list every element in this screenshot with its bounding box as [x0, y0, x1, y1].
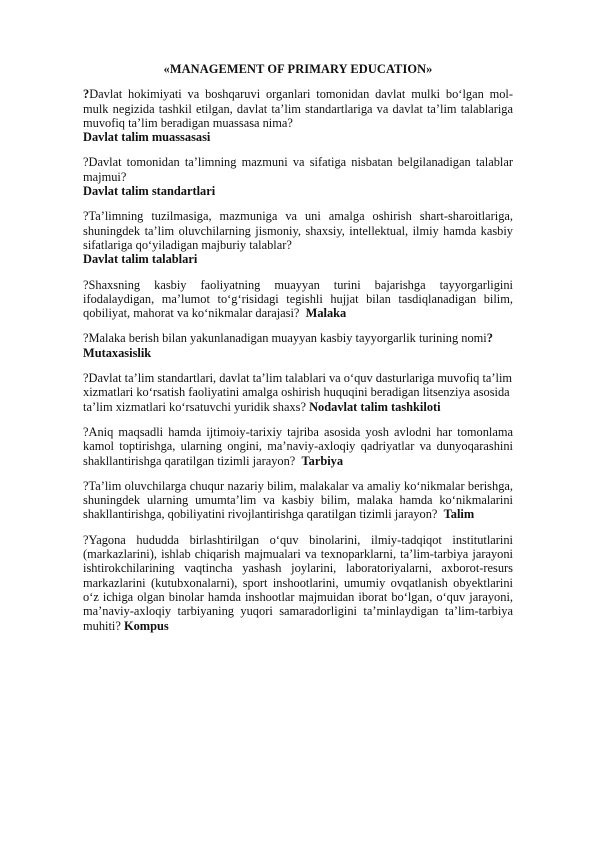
- answer-text: Davlat talim talablari: [83, 252, 198, 267]
- question-body: ?Shaxsning kasbiy faoliyatning muayyan turini bajarishga tayyorgarligini ifodalaydigan, ma’lumot to‘g‘risidagi tegishli hujjat bilan tasdiqlanadigan bilim, qobiliyat, mahorat va ko‘nikmalar darajasi?: [83, 277, 513, 321]
- qa-item: [83, 479, 513, 522]
- question-body: ?Ta’lim oluvchilarga chuqur nazariy bilim, malakalar va amaliy ko‘nikmalar berishga, shuningdek ularning umumta’lim va kasbiy bilim, malaka hamda ko‘nikmalarini shakllantirishga, qobiliyatini rivojlantirishga qaratilgan tizimli jarayon?: [83, 478, 513, 522]
- qa-item: [83, 209, 513, 266]
- answer-text: Mutaxasislik: [83, 345, 152, 360]
- document-page: [83, 62, 513, 644]
- question-text: ?Ta’limning tuzilmasiga, mazmuniga va uni amalga oshirish shart-sharoitlariga, shuningdek ta’lim oluvchilarning jismoniy, shaxsiy, intellektual, ilmiy hamda kasbiy sifatlariga qo‘yiladigan majburiy talablar?: [83, 209, 513, 252]
- question-body: ?Davlat ta’lim standartlari, davlat ta’lim talablari va o‘quv dasturlariga muvofiq ta’lim xizmatlari ko‘rsatish faoliyatini amalga oshirish huquqini beradigan litsenziya asosida ta’lim xizmatlari ko‘rsatuvchi yuridik shaxs?: [83, 371, 513, 414]
- question-body: Davlat hokimiyati va boshqaruvi organlari tomonidan davlat mulki bo‘lgan mol-mulk negizida tashkil etilgan, davlat ta’lim standartlariga va davlat ta’lim talablariga muvofiq ta’lim beradigan muassasa nima?: [83, 87, 513, 130]
- qa-item: [83, 155, 513, 198]
- question-text: [83, 425, 513, 468]
- qa-item: [83, 278, 513, 321]
- question-body: ?Yagona hududda birlashtirilgan o‘quv binolarini, ilmiy-tadqiqot institutlarini (markazlarini), ishlab chiqarish majmualari va texnoparklarni, ta’lim-tarbiya jarayoni ishtirokchilarining vaqtincha yashash joylarini, laboratoriyalarni, axborot-resurs markazlarini (kutubxonalarni), sport inshootlarini, umumiy ovqatlanish obyektlarini o‘z ichiga olgan binolar hamda inshootlar majmuidan iborat bo‘lgan, o‘quv jarayoni, ma’naviy-axloqiy tarbiyaning yuqori samaradorligini ta’minlaydigan ta’lim-tarbiya muhiti?: [83, 532, 513, 633]
- question-text: [83, 278, 513, 321]
- question-mark: ?: [83, 87, 90, 102]
- answer-text: Davlat talim muassasasi: [83, 130, 211, 145]
- answer-text: Malaka: [305, 306, 347, 321]
- question-end-mark: ?: [486, 331, 493, 346]
- answer-text: Nodavlat talim tashkiloti: [309, 399, 441, 414]
- answer-text: Talim: [443, 507, 475, 522]
- question-text: [83, 331, 513, 345]
- question-text: [83, 87, 513, 130]
- question-text: [83, 371, 513, 414]
- question-text: ?Davlat tomonidan ta’limning mazmuni va sifatiga nisbatan belgilanadigan talablar majmui?: [83, 155, 513, 184]
- qa-item: [83, 331, 513, 360]
- answer-text: Kompus: [123, 618, 169, 633]
- qa-item: [83, 425, 513, 468]
- answer-text: Davlat talim standartlari: [83, 184, 216, 199]
- question-body: ?Aniq maqsadli hamda ijtimoiy-tarixiy tajriba asosida yosh avlodni har tomonlama kamol toptirishga, ularning ongini, ma’naviy-axloqiy qadriyatlar va dunyoqarashini shakllantirishga qaratilgan tizimli jarayon?: [83, 424, 513, 468]
- qa-item: [83, 533, 513, 633]
- document-title: «MANAGEMENT OF PRIMARY EDUCATION»: [163, 62, 433, 76]
- qa-item: [83, 87, 513, 144]
- qa-item: [83, 371, 513, 414]
- question-text: [83, 479, 513, 522]
- answer-text: Tarbiya: [301, 453, 344, 468]
- question-text: [83, 533, 513, 633]
- question-body: ?Malaka berish bilan yakunlanadigan muayyan kasbiy tayyorgarlik turining nomi: [83, 331, 487, 346]
